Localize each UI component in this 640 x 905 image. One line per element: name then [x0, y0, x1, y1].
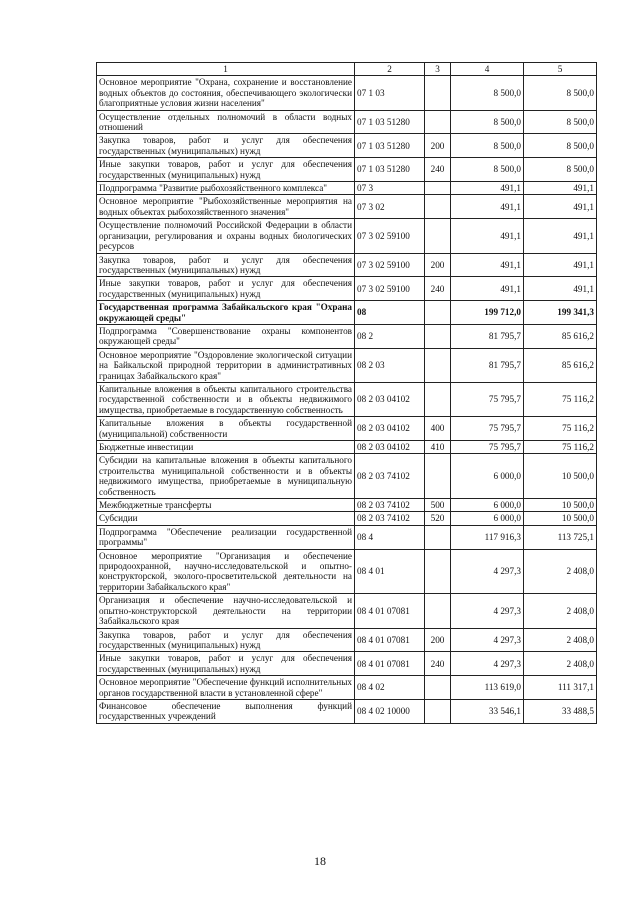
- amount-year1-cell: 491,1: [451, 277, 524, 301]
- item-name-cell: Подпрограмма "Развитие рыбохозяйственного комплекса": [97, 182, 355, 195]
- amount-year1-cell: 75 795,7: [451, 417, 524, 441]
- table-row: [97, 699, 597, 723]
- amount-year1-cell: 8 500,0: [451, 110, 524, 134]
- target-code-cell: 07 1 03 51280: [355, 158, 425, 182]
- expense-type-cell: [425, 348, 451, 382]
- target-code-cell: 07 3 02: [355, 195, 425, 219]
- target-code-cell: 08 2 03: [355, 348, 425, 382]
- table-row: [97, 628, 597, 652]
- target-code-cell: 08 4 02 10000: [355, 699, 425, 723]
- table-row: [97, 652, 597, 676]
- expense-type-cell: [425, 301, 451, 325]
- item-name-cell: Бюджетные инвестиции: [97, 441, 355, 454]
- item-name-cell: Организация и обеспечение научно-исследовательской и опытно-конструкторской деятельности на территории Забайкальского края: [97, 594, 355, 628]
- table-row: [97, 594, 597, 628]
- target-code-cell: 07 1 03 51280: [355, 134, 425, 158]
- table-row: [97, 76, 597, 110]
- target-code-cell: 08 2 03 74102: [355, 454, 425, 499]
- item-name-cell: Закупка товаров, работ и услуг для обеспечения государственных (муниципальных) нужд: [97, 628, 355, 652]
- expense-type-cell: [425, 594, 451, 628]
- amount-year2-cell: 75 116,2: [524, 417, 597, 441]
- target-code-cell: 08 4 02: [355, 676, 425, 700]
- amount-year2-cell: 8 500,0: [524, 76, 597, 110]
- item-name-cell: Капитальные вложения в объекты государственной (муниципальной) собственности: [97, 417, 355, 441]
- target-code-cell: 08 2 03 74102: [355, 499, 425, 512]
- expense-type-cell: 200: [425, 628, 451, 652]
- target-code-cell: 08 2 03 04102: [355, 441, 425, 454]
- item-name-cell: Подпрограмма "Обеспечение реализации государственной программы": [97, 525, 355, 549]
- table-row: [97, 301, 597, 325]
- item-name-cell: Иные закупки товаров, работ и услуг для обеспечения государственных (муниципальных) нужд: [97, 277, 355, 301]
- amount-year2-cell: 85 616,2: [524, 324, 597, 348]
- table-row: [97, 158, 597, 182]
- amount-year2-cell: 8 500,0: [524, 158, 597, 182]
- table-row: [97, 253, 597, 277]
- amount-year2-cell: 8 500,0: [524, 110, 597, 134]
- amount-year1-cell: 199 712,0: [451, 301, 524, 325]
- expense-type-cell: [425, 699, 451, 723]
- amount-year1-cell: 117 916,3: [451, 525, 524, 549]
- item-name-cell: Субсидии на капитальные вложения в объекты капитального строительства муниципальной собственности и в объекты недвижимого имущества, приобретаемые в муниципальную собственность: [97, 454, 355, 499]
- item-name-cell: Государственная программа Забайкальского края "Охрана окружающей среды": [97, 301, 355, 325]
- column-header: 4: [451, 63, 524, 76]
- amount-year1-cell: 4 297,3: [451, 549, 524, 594]
- expense-type-cell: 500: [425, 499, 451, 512]
- amount-year2-cell: 8 500,0: [524, 134, 597, 158]
- amount-year1-cell: 6 000,0: [451, 454, 524, 499]
- amount-year1-cell: 6 000,0: [451, 512, 524, 525]
- expense-type-cell: 200: [425, 253, 451, 277]
- budget-table: [96, 62, 597, 724]
- amount-year1-cell: 4 297,3: [451, 594, 524, 628]
- target-code-cell: 08: [355, 301, 425, 325]
- amount-year1-cell: 6 000,0: [451, 499, 524, 512]
- item-name-cell: Основное мероприятие "Охрана, сохранение и восстановление водных объектов до состояния, обеспечивающего экологически благоприятные условия жизни населения": [97, 76, 355, 110]
- amount-year2-cell: 491,1: [524, 195, 597, 219]
- amount-year2-cell: 113 725,1: [524, 525, 597, 549]
- column-header: 5: [524, 63, 597, 76]
- amount-year1-cell: 113 619,0: [451, 676, 524, 700]
- table-row: [97, 195, 597, 219]
- amount-year2-cell: 491,1: [524, 277, 597, 301]
- amount-year2-cell: 75 116,2: [524, 441, 597, 454]
- item-name-cell: Подпрограмма "Совершенствование охраны компонентов окружающей среды": [97, 324, 355, 348]
- target-code-cell: 08 4: [355, 525, 425, 549]
- expense-type-cell: [425, 195, 451, 219]
- expense-type-cell: [425, 110, 451, 134]
- table-row: [97, 499, 597, 512]
- expense-type-cell: 240: [425, 652, 451, 676]
- amount-year1-cell: 75 795,7: [451, 441, 524, 454]
- target-code-cell: 08 2 03 04102: [355, 382, 425, 416]
- target-code-cell: 08 2 03 04102: [355, 417, 425, 441]
- amount-year2-cell: 10 500,0: [524, 454, 597, 499]
- amount-year2-cell: 2 408,0: [524, 549, 597, 594]
- amount-year2-cell: 33 488,5: [524, 699, 597, 723]
- column-header: 2: [355, 63, 425, 76]
- target-code-cell: 07 3 02 59100: [355, 219, 425, 253]
- amount-year1-cell: 4 297,3: [451, 628, 524, 652]
- amount-year1-cell: 81 795,7: [451, 324, 524, 348]
- target-code-cell: 07 3: [355, 182, 425, 195]
- target-code-cell: 08 2: [355, 324, 425, 348]
- target-code-cell: 08 2 03 74102: [355, 512, 425, 525]
- expense-type-cell: [425, 525, 451, 549]
- expense-type-cell: [425, 549, 451, 594]
- amount-year1-cell: 4 297,3: [451, 652, 524, 676]
- item-name-cell: Основное мероприятие "Рыбохозяйственные мероприятия на водных объектах рыбохозяйственного значения": [97, 195, 355, 219]
- table-row: [97, 382, 597, 416]
- target-code-cell: 08 4 01 07081: [355, 594, 425, 628]
- table-row: [97, 417, 597, 441]
- target-code-cell: 07 3 02 59100: [355, 277, 425, 301]
- target-code-cell: 08 4 01: [355, 549, 425, 594]
- amount-year1-cell: 8 500,0: [451, 76, 524, 110]
- item-name-cell: Финансовое обеспечение выполнения функций государственных учреждений: [97, 699, 355, 723]
- item-name-cell: Межбюджетные трансферты: [97, 499, 355, 512]
- amount-year1-cell: 33 546,1: [451, 699, 524, 723]
- item-name-cell: Основное мероприятие "Обеспечение функций исполнительных органов государственной власти в установленной сфере": [97, 676, 355, 700]
- amount-year2-cell: 491,1: [524, 182, 597, 195]
- target-code-cell: 07 3 02 59100: [355, 253, 425, 277]
- target-code-cell: 08 4 01 07081: [355, 652, 425, 676]
- amount-year2-cell: 2 408,0: [524, 628, 597, 652]
- expense-type-cell: [425, 76, 451, 110]
- item-name-cell: Иные закупки товаров, работ и услуг для обеспечения государственных (муниципальных) нужд: [97, 158, 355, 182]
- table-row: [97, 441, 597, 454]
- amount-year2-cell: 111 317,1: [524, 676, 597, 700]
- amount-year1-cell: 491,1: [451, 182, 524, 195]
- item-name-cell: Основное мероприятие "Организация и обеспечение природоохранной, научно-исследовательской и опытно- конструкторской, эколого-просветительской деятельности на территории Забайкальского края": [97, 549, 355, 594]
- item-name-cell: Закупка товаров, работ и услуг для обеспечения государственных (муниципальных) нужд: [97, 134, 355, 158]
- amount-year1-cell: 491,1: [451, 253, 524, 277]
- column-header: 3: [425, 63, 451, 76]
- page-number: 18: [314, 854, 326, 868]
- target-code-cell: 07 1 03 51280: [355, 110, 425, 134]
- amount-year2-cell: 75 116,2: [524, 382, 597, 416]
- table-row: [97, 512, 597, 525]
- amount-year2-cell: 2 408,0: [524, 594, 597, 628]
- expense-type-cell: [425, 676, 451, 700]
- item-name-cell: Осуществление отдельных полномочий в области водных отношений: [97, 110, 355, 134]
- amount-year1-cell: 81 795,7: [451, 348, 524, 382]
- amount-year1-cell: 491,1: [451, 219, 524, 253]
- amount-year1-cell: 8 500,0: [451, 134, 524, 158]
- table-header-row: [97, 63, 597, 76]
- expense-type-cell: 200: [425, 134, 451, 158]
- table-row: [97, 277, 597, 301]
- table-row: [97, 676, 597, 700]
- amount-year2-cell: 491,1: [524, 253, 597, 277]
- item-name-cell: Капитальные вложения в объекты капитального строительства государственной собственности и в объекты недвижимого имущества, приобретаемые в государственную собственность: [97, 382, 355, 416]
- expense-type-cell: [425, 219, 451, 253]
- expense-type-cell: [425, 382, 451, 416]
- amount-year1-cell: 491,1: [451, 195, 524, 219]
- target-code-cell: 08 4 01 07081: [355, 628, 425, 652]
- item-name-cell: Осуществление полномочий Российской Федерации в области организации, регулирования и охраны водных биологических ресурсов: [97, 219, 355, 253]
- amount-year2-cell: 199 341,3: [524, 301, 597, 325]
- amount-year1-cell: 75 795,7: [451, 382, 524, 416]
- amount-year1-cell: 8 500,0: [451, 158, 524, 182]
- amount-year2-cell: 10 500,0: [524, 512, 597, 525]
- expense-type-cell: [425, 324, 451, 348]
- table-row: [97, 324, 597, 348]
- amount-year2-cell: 85 616,2: [524, 348, 597, 382]
- expense-type-cell: [425, 454, 451, 499]
- table-row: [97, 134, 597, 158]
- table-row: [97, 525, 597, 549]
- item-name-cell: Субсидии: [97, 512, 355, 525]
- expense-type-cell: 410: [425, 441, 451, 454]
- amount-year2-cell: 2 408,0: [524, 652, 597, 676]
- expense-type-cell: 400: [425, 417, 451, 441]
- table-row: [97, 348, 597, 382]
- item-name-cell: Иные закупки товаров, работ и услуг для обеспечения государственных (муниципальных) нужд: [97, 652, 355, 676]
- expense-type-cell: 240: [425, 277, 451, 301]
- table-row: [97, 219, 597, 253]
- amount-year2-cell: 10 500,0: [524, 499, 597, 512]
- expense-type-cell: 240: [425, 158, 451, 182]
- table-row: [97, 549, 597, 594]
- table-row: [97, 454, 597, 499]
- table-row: [97, 182, 597, 195]
- expense-type-cell: [425, 182, 451, 195]
- table-body: [97, 76, 597, 723]
- item-name-cell: Закупка товаров, работ и услуг для обеспечения государственных (муниципальных) нужд: [97, 253, 355, 277]
- column-header: 1: [97, 63, 355, 76]
- expense-type-cell: 520: [425, 512, 451, 525]
- target-code-cell: 07 1 03: [355, 76, 425, 110]
- item-name-cell: Основное мероприятие "Оздоровление экологической ситуации на Байкальской природной территории в административных границах Забайкальского края": [97, 348, 355, 382]
- amount-year2-cell: 491,1: [524, 219, 597, 253]
- table-row: [97, 110, 597, 134]
